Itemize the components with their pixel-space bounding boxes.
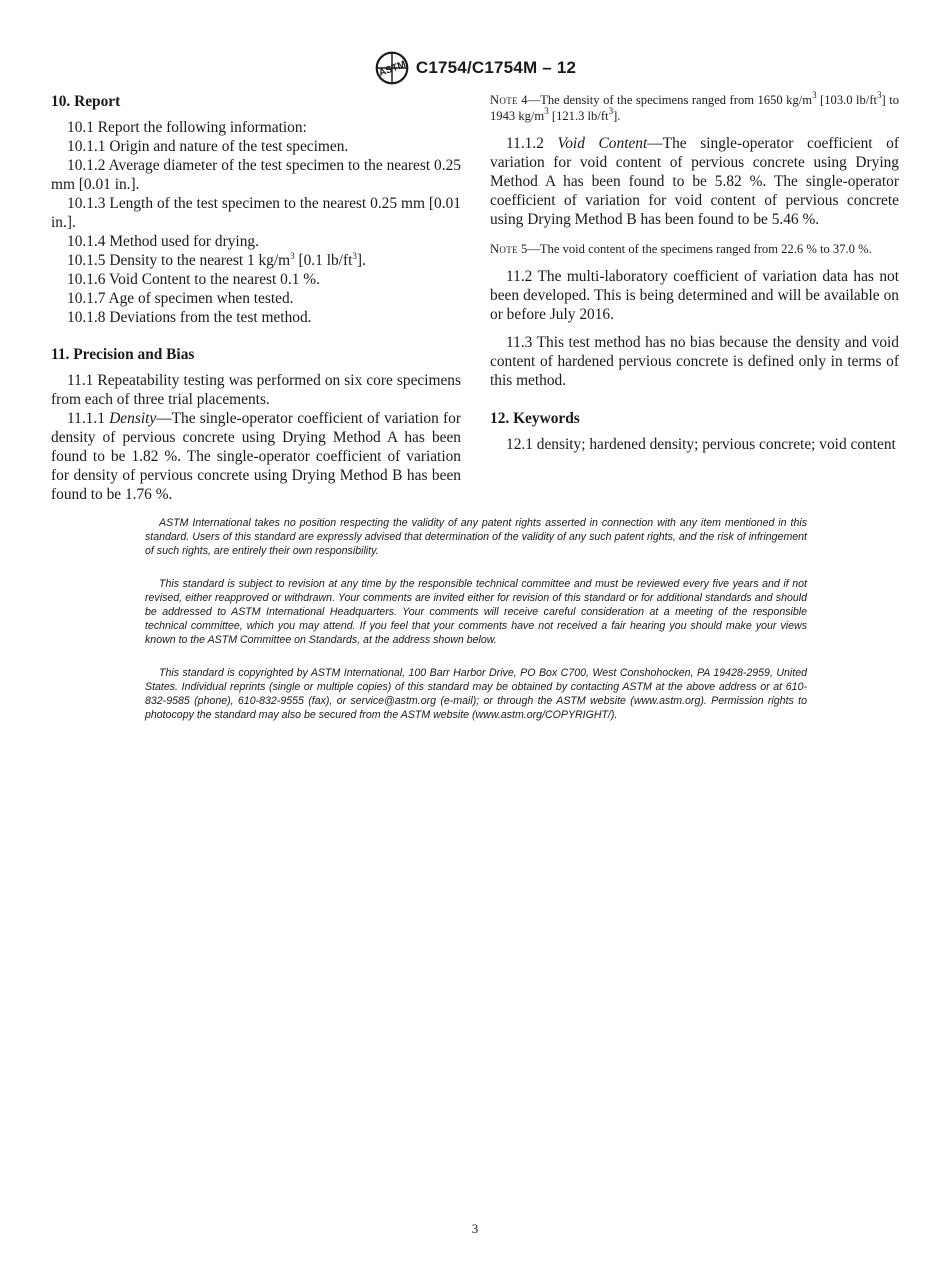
section-10-heading: 10. Report <box>51 93 121 110</box>
para-11-3: 11.3 This test method has no bias because the density and void content of hardened pervious concrete is defined only in terms of this method. <box>490 334 899 389</box>
logo-text: ASTM <box>377 59 408 79</box>
para-10-1-1: 10.1.1 Origin and nature of the test specimen. <box>67 138 349 155</box>
note-5: Note 5—The void content of the specimens ranged from 22.6 % to 37.0 %. <box>490 242 872 256</box>
para-10-1: 10.1 Report the following information: <box>67 119 307 136</box>
note-4: Note 4—The density of the specimens ranged from 1650 $kg/m^3$ [103.0 $lb/ft^3$] to 1943 $kg/m^3$ [121.3 $lb/ft^3$]. <box>490 90 899 123</box>
astm-logo-icon <box>374 50 410 86</box>
para-10-1-4: 10.1.4 Method used for drying. <box>67 233 259 250</box>
patent-notice: ASTM International takes no position respecting the validity of any patent rights asserted in connection with any item mentioned in this standard. Users of this standard are expressly advised that determination of the validity of any such patent rights, and the risk of infringement of such rights, are entirely their own responsibility. <box>145 517 807 557</box>
copyright-notice: This standard is copyrighted by ASTM International, 100 Barr Harbor Drive, PO Box C700, West Conshohocken, PA 19428-2959, United States. Individual reprints (single or multiple copies) of this standard may be obtained by contacting ASTM at the above address or at 610-832-9585 (phone), 610-832-9555 (fax), or service@astm.org (e-mail); or through the ASTM website (www.astm.org). Permission rights to photocopy the standard may also be secured from the ASTM website (www.astm.org/COPYRIGHT/). <box>145 667 807 721</box>
para-10-1-2: 10.1.2 Average diameter of the test specimen to the nearest 0.25 mm [0.01 in.]. <box>51 157 461 193</box>
para-10-1-6: 10.1.6 Void Content to the nearest 0.1 %. <box>67 271 320 288</box>
page-number: 3 <box>471 1221 479 1236</box>
para-11-1: 11.1 Repeatability testing was performed on six core specimens from each of three trial placements. <box>51 372 461 408</box>
left-column <box>51 92 461 504</box>
section-12-heading: 12. Keywords <box>490 410 580 427</box>
para-10-1-3: 10.1.3 Length of the test specimen to the nearest 0.25 mm [0.01 in.]. <box>51 195 461 231</box>
para-11-1-1: 11.1.1 Density—The single-operator coefficient of variation for density of pervious concrete using Drying Method A has been found to be 1.82 %. The single-operator coefficient of variation for density of pervious concrete using Drying Method B has been found to be 1.76 %. <box>51 410 462 503</box>
para-11-2: 11.2 The multi-laboratory coefficient of variation data has not been developed. This is being determined and will be available on or before July 2016. <box>490 268 899 323</box>
revision-notice: This standard is subject to revision at any time by the responsible technical committee and must be reviewed every five years and if not revised, either reapproved or withdrawn. Your comments are invited either for revision of this standard or for additional standards and should be addressed to ASTM International Headquarters. Your comments will receive careful consideration at a meeting of the responsible technical committee, which you may attend. If you feel that your comments have not received a fair hearing you should make your views known to the ASTM Committee on Standards, at the address shown below. <box>145 578 807 646</box>
para-10-1-7: 10.1.7 Age of specimen when tested. <box>67 290 294 307</box>
para-12-1: 12.1 density; hardened density; pervious concrete; void content <box>506 436 896 453</box>
para-11-1-2: 11.1.2 Void Content—The single-operator coefficient of variation for void content of pervious concrete using Drying Method A has been found to be 5.82 %. The single-operator coefficient of variation for void content of pervious concrete using Drying Method B has been found to be 5.46 %. <box>490 135 899 228</box>
para-10-1-8: 10.1.8 Deviations from the test method. <box>67 309 312 326</box>
page-header <box>0 50 950 86</box>
para-10-1-5: 10.1.5 Density to the nearest 1 $kg/m^3$ [0.1 $lb/ft^3$]. <box>67 251 366 269</box>
document-id: C1754/C1754M – 12 <box>415 58 577 77</box>
section-11-heading: 11. Precision and Bias <box>51 346 195 363</box>
right-column <box>490 92 899 454</box>
